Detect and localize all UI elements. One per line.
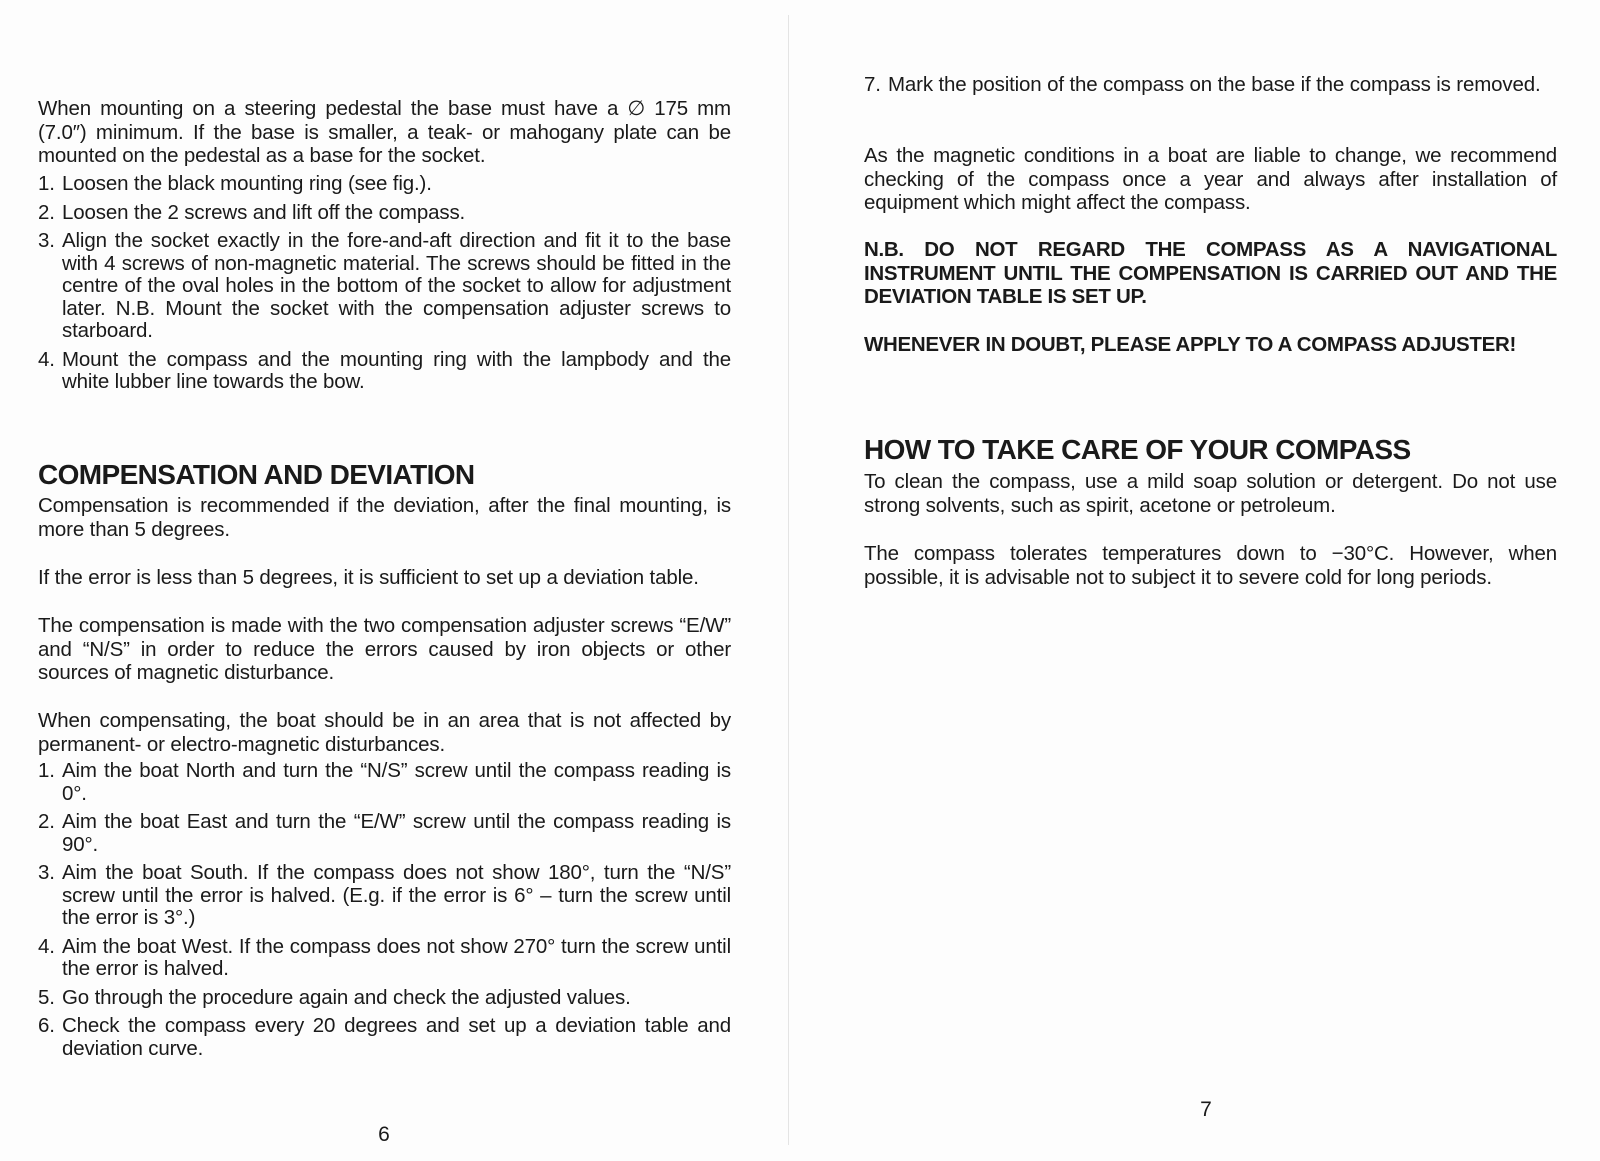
list-item: 4. Mount the compass and the mounting ring with the lampbody and the white lubber line towards the bow. — [38, 347, 731, 393]
section-heading-compensation: COMPENSATION AND DEVIATION — [38, 459, 475, 490]
list-item: 5. Go through the procedure again and check the adjusted values. — [38, 985, 631, 1009]
list-item: 3. Align the socket exactly in the fore-and-aft direction and fit it to the base with 4 screws of non-magnetic material. The screws should be fitted in the centre of the oval holes in the bottom of the socket to allow for adjustment later. N.B. Mount the socket with the compensation adjuster screws to starboard. — [38, 229, 731, 342]
compensation-steps-list — [38, 760, 731, 1066]
list-item: 3. Aim the boat South. If the compass does not show 180°, turn the “N/S” screw until the error is halved. (E.g. if the error is 6° – turn the screw until the error is 3°.) — [38, 861, 731, 929]
list-item: 6. Check the compass every 20 degrees and set up a deviation table and deviation curve. — [38, 1014, 731, 1060]
adjuster-screws-paragraph: The compensation is made with the two compensation adjuster screws “E/W” and “N/S” in order to reduce the errors caused by iron objects or other sources of magnetic disturbance. — [38, 614, 731, 684]
mounting-steps-list — [38, 173, 731, 400]
magnetic-conditions-paragraph: As the magnetic conditions in a boat are liable to change, we recommend checking of the compass once a year and always after installation of equipment which might affect the compass. — [864, 144, 1557, 214]
page-fold-divider — [788, 15, 789, 1145]
temperature-paragraph: The compass tolerates temperatures down to −30°C. However, when possible, it is advisable not to subject it to severe cold for long periods. — [864, 542, 1557, 589]
page-number-left: 6 — [378, 1123, 390, 1146]
cleaning-paragraph: To clean the compass, use a mild soap solution or detergent. Do not use strong solvents, such as spirit, acetone or petroleum. — [864, 470, 1557, 517]
list-item: 2. Aim the boat East and turn the “E/W” screw until the compass reading is 90°. — [38, 810, 731, 856]
section-heading-care: HOW TO TAKE CARE OF YOUR COMPASS — [864, 434, 1411, 465]
deviation-table-paragraph: If the error is less than 5 degrees, it is sufficient to set up a deviation table. — [38, 566, 699, 589]
list-item: 2. Loosen the 2 screws and lift off the compass. — [38, 200, 466, 224]
list-item: 7. Mark the position of the compass on the base if the compass is removed. — [864, 73, 1541, 96]
continued-steps-list — [864, 74, 1557, 103]
navigational-warning: N.B. DO NOT REGARD THE COMPASS AS A NAVIGATIONAL INSTRUMENT UNTIL THE COMPENSATION IS CARRIED OUT AND THE DEVIATION TABLE IS SET UP. — [864, 238, 1557, 308]
adjuster-advice: WHENEVER IN DOUBT, PLEASE APPLY TO A COMPASS ADJUSTER! — [864, 333, 1517, 356]
list-item: 1. Aim the boat North and turn the “N/S” screw until the compass reading is 0°. — [38, 759, 731, 805]
mounting-intro: When mounting on a steering pedestal the base must have a ∅ 175 mm (7.0″) minimum. If the base is smaller, a teak- or mahogany plate can be mounted on the pedestal as a base for the socket. — [38, 97, 731, 167]
page-number-right: 7 — [1200, 1098, 1212, 1121]
list-item: 4. Aim the boat West. If the compass does not show 270° turn the screw until the error is halved. — [38, 934, 731, 980]
list-item: 1. Loosen the black mounting ring (see fig.). — [38, 172, 432, 195]
compensating-area-paragraph: When compensating, the boat should be in an area that is not affected by permanent- or electro-magnetic disturbances. — [38, 709, 731, 756]
compensation-paragraph: Compensation is recommended if the deviation, after the final mounting, is more than 5 degrees. — [38, 494, 731, 541]
